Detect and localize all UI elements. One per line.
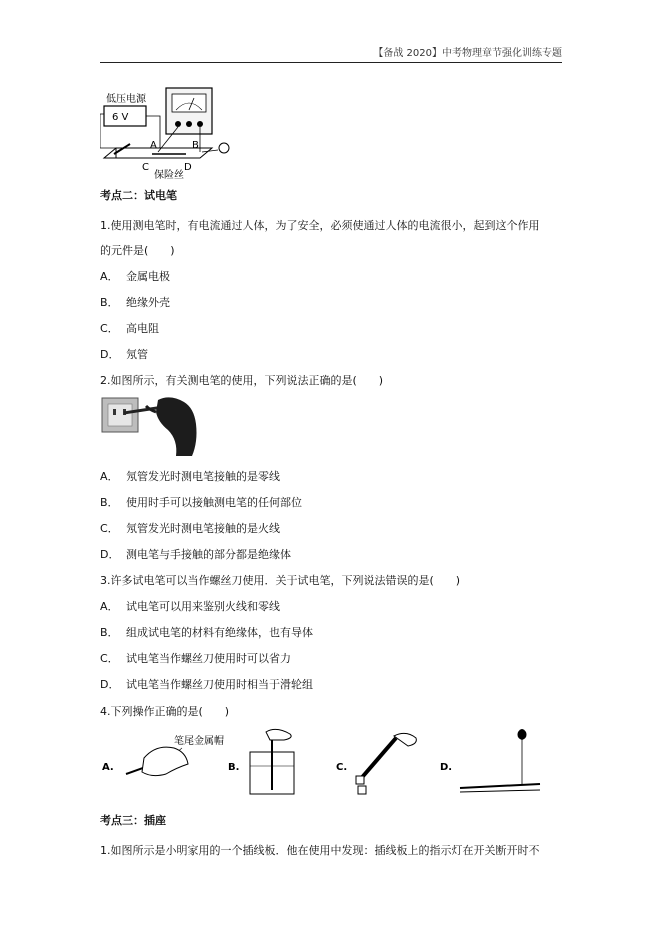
q4-fig-cap-label: 笔尾金属帽 bbox=[174, 736, 224, 747]
q4-stem: 4.下列操作正确的是( ) bbox=[100, 705, 230, 718]
fuse-label: 保险丝 bbox=[154, 170, 184, 180]
section-3-title: 考点三：插座 bbox=[100, 814, 166, 827]
q1-stem-line1: 1.使用测电笔时，有电流通过人体，为了安全，必须使通过人体的电流很小，起到这个作用 bbox=[100, 219, 540, 232]
point-a-label: A bbox=[150, 140, 157, 151]
q2-stem: 2.如图所示，有关测电笔的使用，下列说法正确的是( ) bbox=[100, 374, 384, 387]
point-c-label: C bbox=[142, 162, 149, 173]
q3-option-b: B． 组成试电笔的材料有绝缘体，也有导体 bbox=[100, 626, 313, 639]
q3-stem: 3.许多试电笔可以当作螺丝刀使用．关于试电笔，下列说法错误的是( ) bbox=[100, 574, 461, 587]
q2-option-a: A． 氖管发光时测电笔接触的是零线 bbox=[100, 470, 280, 483]
q2-option-c: C． 氖管发光时测电笔接触的是火线 bbox=[100, 522, 280, 535]
q4-fig-label-d: D. bbox=[440, 762, 453, 773]
q4-fig-label-b: B. bbox=[228, 762, 240, 773]
section-2-title: 考点二：试电笔 bbox=[100, 189, 177, 202]
q1-option-a: A． 金属电极 bbox=[100, 270, 170, 283]
q3-option-c: C． 试电笔当作螺丝刀使用时可以省力 bbox=[100, 652, 291, 665]
q1-option-d: D． 氖管 bbox=[100, 348, 148, 361]
q4-fig-label-c: C. bbox=[336, 762, 348, 773]
point-d-label: D bbox=[184, 162, 192, 173]
q4-fig-label-a: A. bbox=[102, 762, 114, 773]
point-b-label: B bbox=[192, 140, 199, 151]
q1-stem-line2: 的元件是( ) bbox=[100, 244, 175, 257]
page-header: 【备战 2020】中考物理章节强化训练专题 bbox=[373, 48, 562, 59]
q2-option-b: B． 使用时手可以接触测电笔的任何部位 bbox=[100, 496, 302, 509]
fuse-circuit-figure bbox=[100, 78, 240, 180]
q3-option-a: A． 试电笔可以用来鉴别火线和零线 bbox=[100, 600, 280, 613]
q1-option-b: B． 绝缘外壳 bbox=[100, 296, 170, 309]
q2-option-d: D． 测电笔与手接触的部分都是绝缘体 bbox=[100, 548, 291, 561]
power-supply-label: 低压电源 bbox=[106, 94, 146, 105]
power-voltage-label: 6 V bbox=[112, 112, 129, 123]
q5-stem: 1.如图所示是小明家用的一个插线板．他在使用中发现：插线板上的指示灯在开关断开时不 bbox=[100, 844, 540, 857]
tester-operations-figure bbox=[100, 728, 545, 803]
q3-option-d: D． 试电笔当作螺丝刀使用时相当于滑轮组 bbox=[100, 678, 313, 691]
tester-in-socket-figure bbox=[100, 394, 202, 458]
header-rule bbox=[100, 62, 562, 63]
q1-option-c: C． 高电阻 bbox=[100, 322, 159, 335]
